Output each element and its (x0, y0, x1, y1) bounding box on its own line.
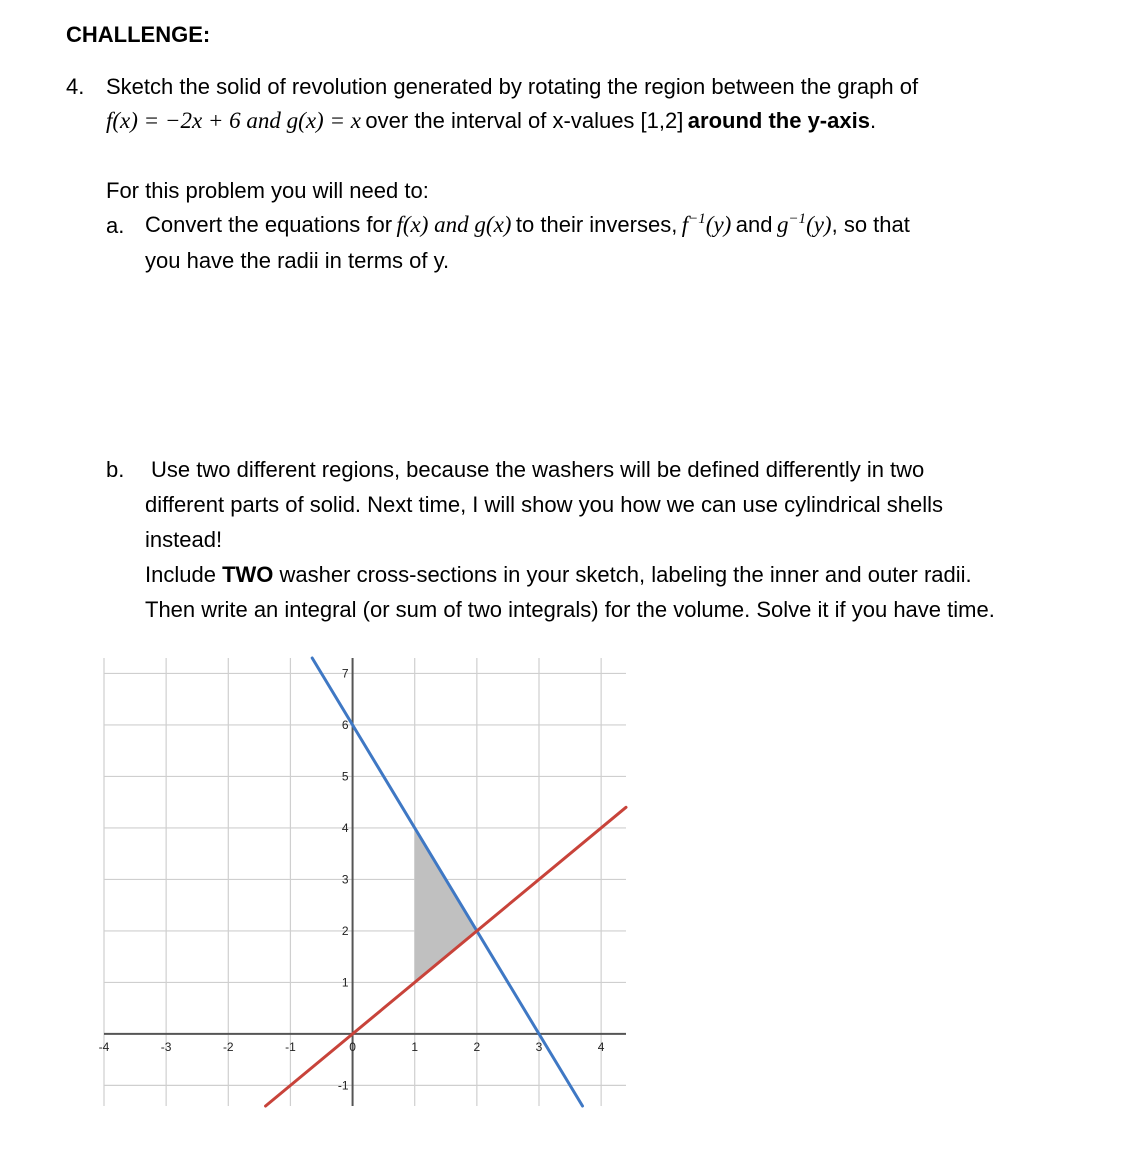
part-a-line-2: you have the radii in terms of y. (145, 248, 450, 273)
y-tick-label: 6 (341, 717, 349, 732)
problem-line-1: Sketch the solid of revolution generated by rotating the region between the graph of (106, 74, 919, 99)
y-tick-label: 3 (341, 872, 349, 887)
part-b-line-4 (145, 562, 972, 588)
x-tick-label: -2 (222, 1039, 234, 1054)
challenge-heading: CHALLENGE: (66, 22, 211, 47)
x-tick-label: 3 (535, 1039, 543, 1054)
part-a-line-1 (145, 212, 910, 238)
shaded-region-layer (415, 828, 477, 982)
x-tick-label: 2 (473, 1039, 481, 1054)
part-b-line-4-post: washer cross-sections in your sketch, labeling the inner and outer radii. (279, 562, 972, 587)
problem-line-2 (106, 108, 876, 134)
series-line (266, 807, 626, 1106)
part-a-text-3: , so that (831, 212, 910, 237)
part-a-text-2: to their inverses, (515, 212, 678, 237)
part-b-line-5: Then write an integral (or sum of two integrals) for the volume. Solve it if you have time. (145, 597, 995, 622)
intro-text: For this problem you will need to: (106, 178, 429, 203)
part-b-line-4-bold: TWO (222, 562, 274, 587)
x-tick-label: 0 (349, 1039, 356, 1054)
part-b-line-3: instead! (145, 527, 223, 552)
x-tick-label: -4 (98, 1039, 110, 1054)
part-b-line-1: Use two different regions, because the washers will be defined differently in two (151, 457, 925, 482)
period: . (869, 108, 877, 133)
y-tick-label: 4 (341, 820, 349, 835)
interval-text: over the interval of x-values [1,2] (365, 108, 684, 133)
y-tick-label: -1 (337, 1078, 349, 1093)
x-tick-label: 1 (411, 1039, 419, 1054)
y-tick-label: 5 (341, 769, 349, 784)
y-tick-label: 2 (341, 923, 349, 938)
y-tick-label: 1 (341, 975, 349, 990)
part-b-line-4-pre: Include (145, 562, 216, 587)
part-b-line-2: different parts of solid. Next time, I will show you how we can use cylindrical shells (145, 492, 944, 517)
g-inverse: $g^{-1}(y)$ (776, 211, 832, 237)
shaded-region (415, 828, 477, 982)
x-tick-label: -1 (285, 1039, 296, 1054)
grid (104, 658, 626, 1106)
part-a-text-1: Convert the equations for (145, 212, 393, 237)
part-a-and: and (735, 212, 773, 237)
function-graph (98, 658, 626, 1106)
x-tick-label: -3 (160, 1039, 172, 1054)
axis-text: around the y-axis (687, 108, 870, 133)
part-a-functions: f(x) and g(x) (396, 212, 512, 237)
function-definitions: f(x) = −2x + 6 and g(x) = x (106, 108, 361, 133)
x-tick-label: 4 (597, 1039, 605, 1054)
problem-number: 4. (66, 74, 85, 99)
part-b-label: b. (106, 457, 125, 482)
f-inverse: $f^{-1}(y)$ (681, 211, 732, 237)
part-a-label: a. (106, 213, 125, 238)
y-tick-label: 7 (341, 666, 349, 681)
